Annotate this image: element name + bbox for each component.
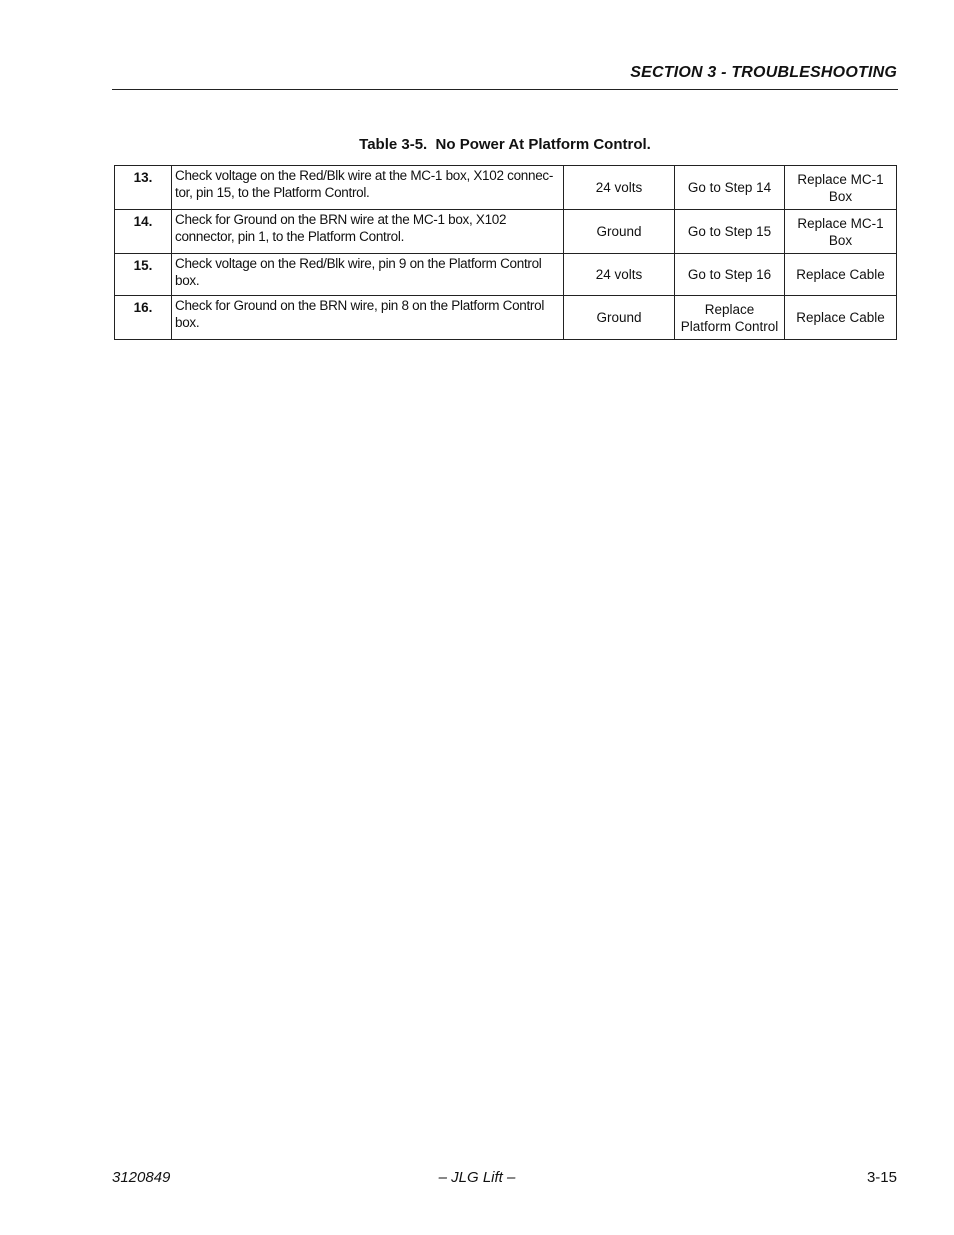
- if-ok-action: Replace Platform Control: [675, 296, 785, 340]
- if-ok-action: Go to Step 15: [675, 210, 785, 254]
- step-number: 14.: [115, 210, 172, 254]
- table-row: [115, 296, 897, 340]
- step-description: Check for Ground on the BRN wire, pin 8 on the Platform Control box.: [172, 296, 564, 340]
- if-ok-action: Go to Step 16: [675, 254, 785, 296]
- troubleshooting-table: [114, 165, 897, 340]
- expected-measurement: 24 volts: [564, 166, 675, 210]
- table-caption: Table 3-5. No Power At Platform Control.: [359, 136, 651, 153]
- expected-measurement: Ground: [564, 210, 675, 254]
- if-not-ok-action: Replace Cable: [785, 296, 897, 340]
- step-number: 15.: [115, 254, 172, 296]
- if-not-ok-action: Replace Cable: [785, 254, 897, 296]
- document-number: 3120849: [112, 1169, 171, 1186]
- step-description: Check for Ground on the BRN wire at the MC-1 box, X102 connector, pin 1, to the Platform Control.: [172, 210, 564, 254]
- expected-measurement: 24 volts: [564, 254, 675, 296]
- table-row: [115, 210, 897, 254]
- page-number: 3-15: [866, 1169, 897, 1186]
- table-row: [115, 166, 897, 210]
- expected-measurement: Ground: [564, 296, 675, 340]
- publisher-name: – JLG Lift –: [438, 1169, 516, 1186]
- if-not-ok-action: Replace MC-1 Box: [785, 166, 897, 210]
- if-ok-action: Go to Step 14: [675, 166, 785, 210]
- step-description: Check voltage on the Red/Blk wire, pin 9 on the Platform Control box.: [172, 254, 564, 296]
- header-divider: [112, 89, 898, 90]
- step-number: 16.: [115, 296, 172, 340]
- if-not-ok-action: Replace MC-1 Box: [785, 210, 897, 254]
- section-title: SECTION 3 - TROUBLESHOOTING: [630, 64, 897, 81]
- table-row: [115, 254, 897, 296]
- step-description: Check voltage on the Red/Blk wire at the MC-1 box, X102 connec-tor, pin 15, to the Platform Control.: [172, 166, 564, 210]
- step-number: 13.: [115, 166, 172, 210]
